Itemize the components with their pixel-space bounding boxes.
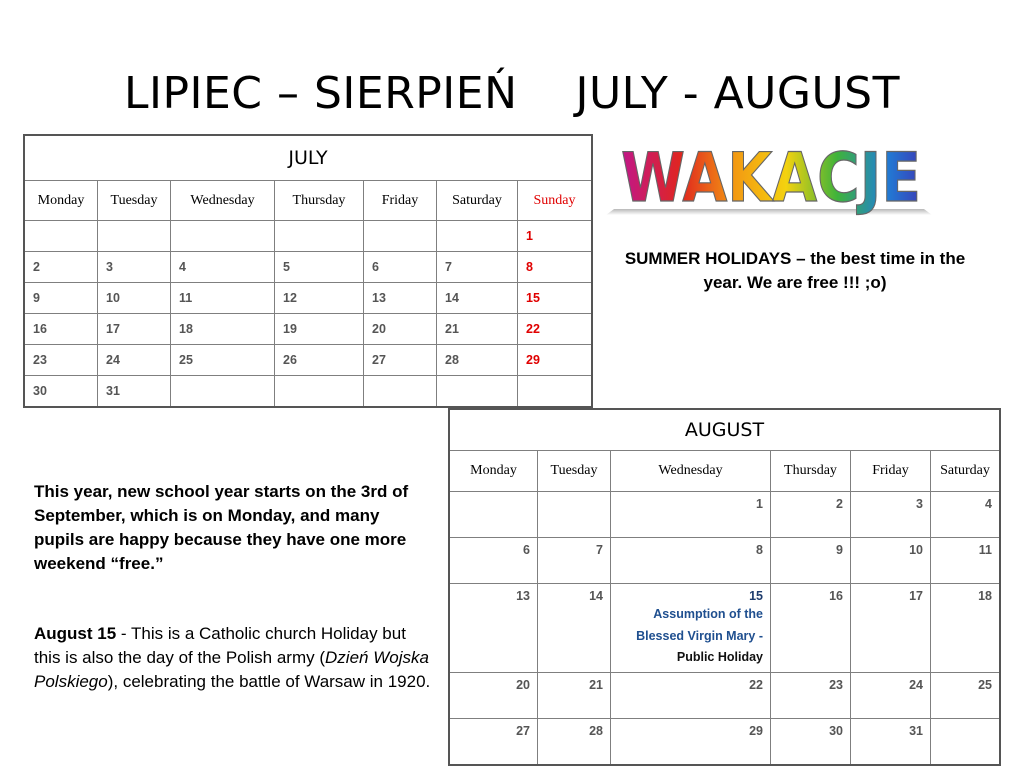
sunday-cell: 29 <box>518 345 593 376</box>
day-cell <box>437 221 518 252</box>
day-cell: 14 <box>437 283 518 314</box>
day-cell <box>171 376 275 408</box>
august-month-header: AUGUST <box>449 409 1000 451</box>
august-week-row <box>449 584 1000 673</box>
august-week-row <box>449 719 1000 766</box>
holiday-note-line: Assumption of the <box>653 607 763 621</box>
day-cell: 2 <box>771 492 851 538</box>
day-cell <box>171 221 275 252</box>
title-english: JULY - AUGUST <box>575 68 900 119</box>
day-cell: 13 <box>449 584 538 673</box>
weekday-header: Thursday <box>771 451 851 492</box>
day-cell: 25 <box>931 673 1001 719</box>
holiday-day-number: 15 <box>749 589 763 603</box>
august-week-row <box>449 492 1000 538</box>
day-cell: 25 <box>171 345 275 376</box>
day-cell: 4 <box>931 492 1001 538</box>
sunday-cell <box>518 376 593 408</box>
day-cell: 13 <box>364 283 437 314</box>
weekday-header: Thursday <box>275 181 364 221</box>
day-cell: 22 <box>611 673 771 719</box>
day-cell: 31 <box>98 376 171 408</box>
school-year-text: This year, new school year starts on the 3rd of September, which is on Monday, and many pupils are happy because they have one more weekend “free.” <box>34 482 409 573</box>
day-cell: 8 <box>611 538 771 584</box>
day-cell: 30 <box>771 719 851 766</box>
slide-title <box>0 68 1024 119</box>
day-cell: 11 <box>931 538 1001 584</box>
day-cell: 1 <box>611 492 771 538</box>
day-cell: 26 <box>275 345 364 376</box>
july-month-header: JULY <box>24 135 592 181</box>
day-cell: 4 <box>171 252 275 283</box>
day-cell <box>449 492 538 538</box>
august-15-italic: Dzień Wojska Polskiego <box>34 648 429 691</box>
day-cell: 20 <box>364 314 437 345</box>
august-15-text: - This is a Catholic church Holiday but this is also the day of the Polish army ( <box>34 624 406 667</box>
august-week-row <box>449 673 1000 719</box>
day-cell: 23 <box>24 345 98 376</box>
weekday-header: Monday <box>449 451 538 492</box>
day-cell: 18 <box>931 584 1001 673</box>
august-15-label: August 15 <box>34 624 117 643</box>
weekday-header: Saturday <box>931 451 1001 492</box>
day-cell <box>24 221 98 252</box>
day-cell <box>538 492 611 538</box>
weekday-header: Monday <box>24 181 98 221</box>
august-15-paragraph <box>34 622 434 694</box>
day-cell <box>931 719 1001 766</box>
holiday-note-line: Blessed Virgin Mary - <box>636 629 763 643</box>
august-calendar <box>448 408 1001 766</box>
weekday-header: Tuesday <box>98 181 171 221</box>
july-week-row <box>24 345 592 376</box>
day-cell: 2 <box>24 252 98 283</box>
weekday-header-sunday: Sunday <box>518 181 593 221</box>
day-cell: 27 <box>364 345 437 376</box>
august-week-row <box>449 538 1000 584</box>
day-cell: 5 <box>275 252 364 283</box>
day-cell: 17 <box>851 584 931 673</box>
day-cell: 10 <box>98 283 171 314</box>
july-week-row <box>24 221 592 252</box>
day-cell: 21 <box>437 314 518 345</box>
day-cell: 24 <box>851 673 931 719</box>
weekday-header: Tuesday <box>538 451 611 492</box>
sunday-cell: 15 <box>518 283 593 314</box>
sunday-cell: 1 <box>518 221 593 252</box>
day-cell <box>364 376 437 408</box>
day-cell: 9 <box>24 283 98 314</box>
day-cell: 6 <box>449 538 538 584</box>
day-cell: 3 <box>851 492 931 538</box>
day-cell <box>364 221 437 252</box>
title-polish: LIPIEC – SIERPIEŃ <box>124 68 518 119</box>
day-cell: 21 <box>538 673 611 719</box>
day-cell: 23 <box>771 673 851 719</box>
day-cell: 27 <box>449 719 538 766</box>
wakacje-logo <box>606 135 936 218</box>
weekday-header: Friday <box>364 181 437 221</box>
day-cell: 7 <box>437 252 518 283</box>
weekday-header: Saturday <box>437 181 518 221</box>
day-cell: 24 <box>98 345 171 376</box>
logo-text: WAKACJE <box>621 139 921 218</box>
day-cell <box>275 221 364 252</box>
day-cell: 28 <box>538 719 611 766</box>
day-cell: 3 <box>98 252 171 283</box>
day-cell: 19 <box>275 314 364 345</box>
july-week-row <box>24 252 592 283</box>
sunday-cell: 22 <box>518 314 593 345</box>
day-cell: 10 <box>851 538 931 584</box>
day-cell: 6 <box>364 252 437 283</box>
day-cell: 30 <box>24 376 98 408</box>
day-cell: 7 <box>538 538 611 584</box>
day-cell: 18 <box>171 314 275 345</box>
july-week-row <box>24 283 592 314</box>
day-cell: 28 <box>437 345 518 376</box>
day-cell <box>437 376 518 408</box>
day-cell: 20 <box>449 673 538 719</box>
day-cell: 31 <box>851 719 931 766</box>
july-calendar <box>23 134 593 408</box>
day-cell: 9 <box>771 538 851 584</box>
august-15-text-end: ), celebrating the battle of Warsaw in 1920. <box>107 672 431 691</box>
day-cell: 16 <box>771 584 851 673</box>
sunday-cell: 8 <box>518 252 593 283</box>
weekday-header: Friday <box>851 451 931 492</box>
holiday-note-line: Public Holiday <box>676 650 763 664</box>
day-cell <box>275 376 364 408</box>
holiday-cell <box>611 584 771 673</box>
weekday-header: Wednesday <box>611 451 771 492</box>
day-cell: 16 <box>24 314 98 345</box>
july-week-row <box>24 314 592 345</box>
day-cell: 29 <box>611 719 771 766</box>
summer-holidays-text: SUMMER HOLIDAYS – the best time in the year. We are free !!! ;o) <box>624 249 966 292</box>
day-cell: 11 <box>171 283 275 314</box>
day-cell <box>98 221 171 252</box>
day-cell: 12 <box>275 283 364 314</box>
day-cell: 17 <box>98 314 171 345</box>
day-cell: 14 <box>538 584 611 673</box>
july-week-row <box>24 376 592 408</box>
weekday-header: Wednesday <box>171 181 275 221</box>
